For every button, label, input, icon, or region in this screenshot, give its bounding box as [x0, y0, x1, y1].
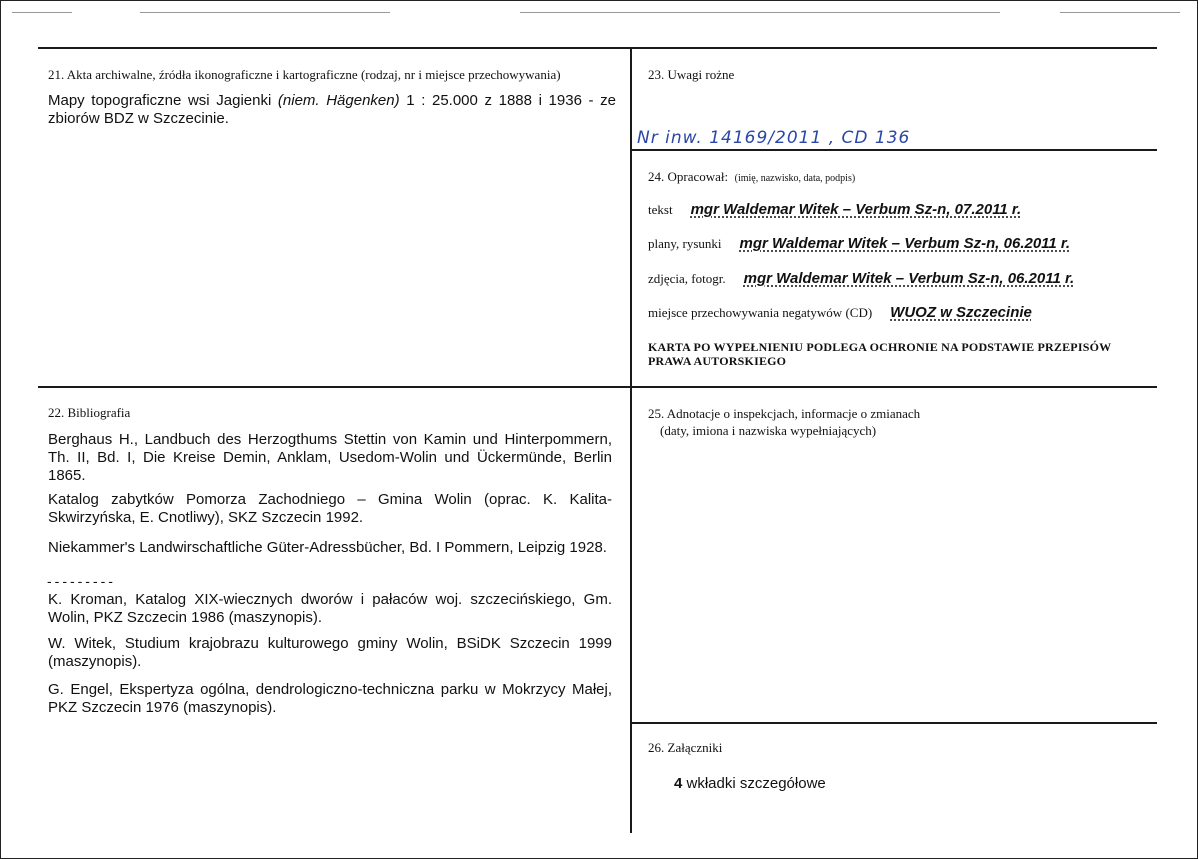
copyright-notice: KARTA PO WYPEŁNIENIU PODLEGA OCHRONIE NA PODSTAWIE PRZEPISÓW PRAWA AUTORSKIEGO — [648, 340, 1112, 368]
section-21-title: 21. Akta archiwalne, źródła ikonograficzne i kartograficzne (rodzaj, nr i miejsce przechowywania) — [48, 67, 561, 82]
divider-23-24 — [630, 149, 1157, 151]
scan-artifact-line — [520, 12, 1000, 13]
section-24-title: 24. Opracował: (imię, nazwisko, data, podpis) — [648, 169, 856, 184]
section-23-title: 23. Uwagi rożne — [648, 67, 735, 82]
bibliography-separator: --------- — [47, 573, 116, 589]
divider-25-26 — [630, 722, 1157, 724]
bibliography-entry: Berghaus H., Landbuch des Herzogthums Stettin von Kamin und Hinterpommern, Th. II, Bd. I, Die Kreise Demin, Anklam, Usedom-Wolin und Ückermünde, Berlin 1865. — [48, 431, 612, 484]
section-22-title: 22. Bibliografia — [48, 405, 131, 420]
author-row-negatives: miejsce przechowywania negatywów (CD) WUOZ w Szczecinie — [648, 304, 1032, 321]
author-row-drawings: plany, rysunki mgr Waldemar Witek – Verbum Sz-n, 06.2011 r. — [648, 235, 1071, 252]
attachments-text: 4 wkładki szczegółowe — [674, 775, 826, 792]
middle-divider — [38, 386, 1157, 388]
bibliography-entry: Niekammer's Landwirschaftliche Güter-Adressbücher, Bd. I Pommern, Leipzig 1928. — [48, 539, 607, 556]
scan-artifact-line — [12, 12, 72, 13]
handwritten-inventory-number: Nr inw. 14169/2011 , CD 136 — [637, 128, 911, 148]
author-row-text: tekst mgr Waldemar Witek – Verbum Sz-n, 07.2011 r. — [648, 201, 1022, 218]
bibliography-entry: G. Engel, Ekspertyza ogólna, dendrologiczno-techniczna parku w Mokrzycy Małej, PKZ Szczecin 1976 (maszynopis). — [48, 681, 612, 716]
top-divider — [38, 47, 1157, 49]
bibliography-entry: Katalog zabytków Pomorza Zachodniego – Gmina Wolin (oprac. K. Kalita-Skwirzyńska, E. Cnotliwy), SKZ Szczecin 1992. — [48, 491, 612, 526]
section-21-text: Mapy topograficzne wsi Jagienki (niem. Hägenken) 1 : 25.000 z 1888 i 1936 - ze zbiorów BDZ w Szczecinie. — [48, 92, 616, 127]
section-25-title: 25. Adnotacje o inspekcjach, informacje o zmianach — [648, 406, 921, 421]
scan-artifact-line — [1060, 12, 1180, 13]
scan-artifact-line — [140, 12, 390, 13]
bibliography-entry: K. Kroman, Katalog XIX-wiecznych dworów i pałaców woj. szczecińskiego, Gm. Wolin, PKZ Szczecin 1986 (maszynopis). — [48, 591, 612, 626]
section-25-subtitle: (daty, imiona i nazwiska wypełniających) — [660, 423, 877, 438]
author-row-photos: zdjęcia, fotogr. mgr Waldemar Witek – Verbum Sz-n, 06.2011 r. — [648, 270, 1075, 287]
bibliography-entry: W. Witek, Studium krajobrazu kulturowego gminy Wolin, BSiDK Szczecin 1999 (maszynopis). — [48, 635, 612, 670]
section-26-title: 26. Załączniki — [648, 740, 723, 755]
column-divider — [630, 47, 632, 833]
